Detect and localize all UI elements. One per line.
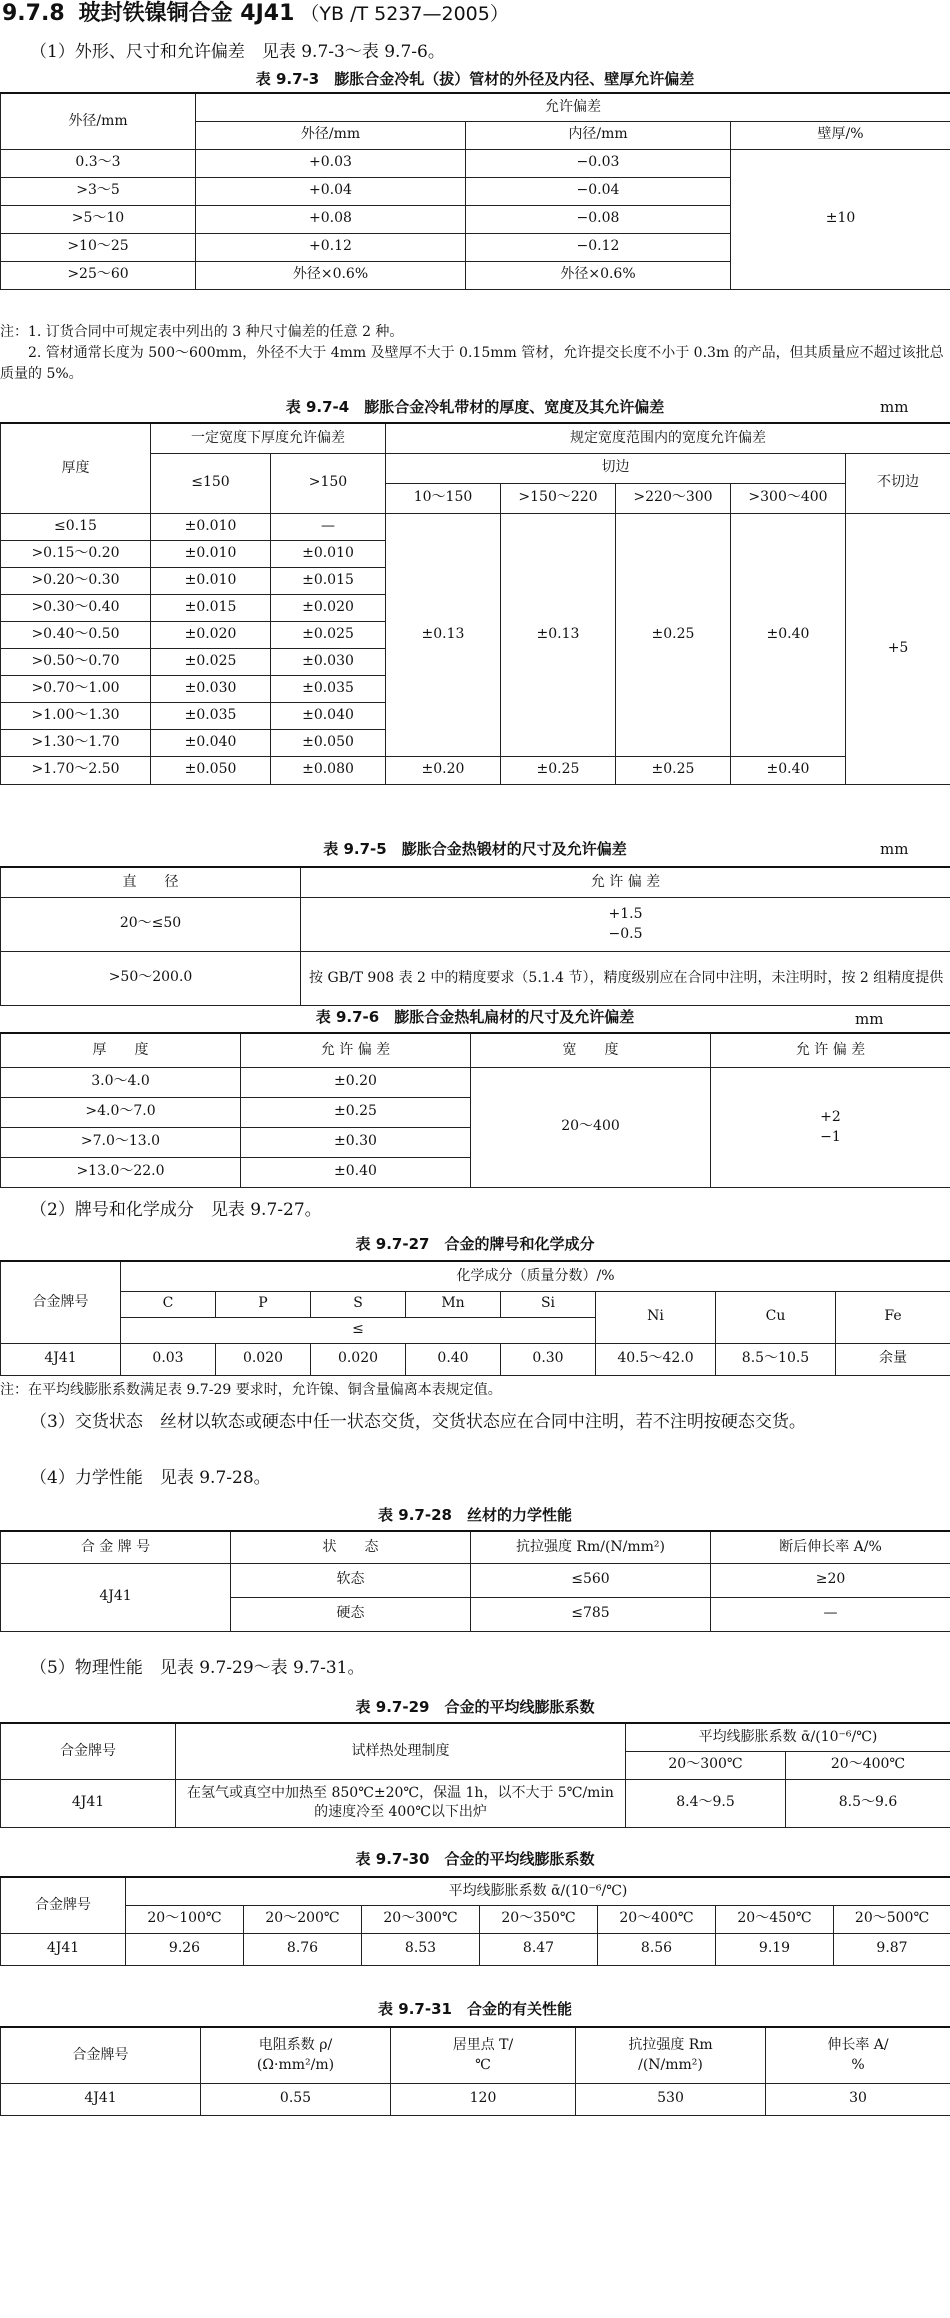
deviation-plus: +2	[820, 1109, 841, 1125]
header-cell: 20～400℃	[598, 1905, 716, 1933]
table-cell: >10～25	[1, 233, 196, 261]
header-cell: 10～150	[386, 483, 501, 513]
table-cell: +0.12	[196, 233, 466, 261]
table-cell: 30	[766, 2083, 950, 2115]
table-cell: 8.47	[480, 1933, 598, 1965]
table-cell: >0.70～1.00	[1, 675, 151, 702]
table-cell: 余量	[836, 1343, 950, 1375]
table-cell: >0.30～0.40	[1, 594, 151, 621]
table-cell: >13.0～22.0	[1, 1157, 241, 1187]
table-cell: 4J41	[1, 1933, 126, 1965]
caption-table-9-7-30: 表 9.7-30 合金的平均线膨胀系数	[355, 1850, 595, 1868]
header-cell: 合金牌号	[1, 1877, 126, 1933]
table-cell: ±0.30	[241, 1127, 471, 1157]
table-9-7-27	[0, 1260, 950, 1376]
header-line: ℃	[475, 2057, 491, 2074]
header-cell: 允 许 偏 差	[241, 1033, 471, 1067]
header-cell: 一定宽度下厚度允许偏差	[151, 423, 386, 453]
header-cell: Fe	[836, 1291, 950, 1343]
header-line: 电阻系数 ρ/	[258, 2037, 333, 2054]
table-cell: 在氢气或真空中加热至 850℃±20℃，保温 1h，以不大于 5℃/min 的速度冷至 400℃以下出炉	[176, 1779, 626, 1827]
unit-label: mm	[880, 840, 909, 858]
header-cell: 直 径	[1, 867, 301, 897]
table-cell-width-deviation	[711, 1067, 950, 1187]
header-cell	[391, 2027, 576, 2083]
table-cell: ±0.25	[241, 1097, 471, 1127]
header-cell: 试样热处理制度	[176, 1723, 626, 1779]
header-cell: 20～100℃	[126, 1905, 244, 1933]
table-cell: >25～60	[1, 261, 196, 289]
table-cell: ±0.025	[151, 648, 271, 675]
table-cell: 9.87	[834, 1933, 950, 1965]
table-9-7-31	[0, 2026, 950, 2116]
table-cell: −0.12	[466, 233, 731, 261]
header-cell: 允 许 偏 差	[711, 1033, 950, 1067]
header-line: /(N/mm²)	[638, 2057, 703, 2074]
header-cell: 合金牌号	[1, 1261, 121, 1343]
table-cell: ±0.25	[616, 756, 731, 784]
header-cell: >220～300	[616, 483, 731, 513]
table-cell: ±0.13	[386, 513, 501, 756]
table-cell: ±0.25	[501, 756, 616, 784]
table-9-7-6	[0, 1032, 950, 1188]
table-cell: ±0.20	[386, 756, 501, 784]
table-cell: 0.020	[311, 1343, 406, 1375]
caption-table-9-7-29: 表 9.7-29 合金的平均线膨胀系数	[355, 1698, 595, 1716]
table-cell: +5	[846, 513, 950, 784]
table-cell: ±0.13	[501, 513, 616, 756]
table-cell: 外径×0.6%	[196, 261, 466, 289]
table-cell: ±0.035	[271, 675, 386, 702]
table-cell: ±0.030	[151, 675, 271, 702]
table-cell-deviation	[301, 897, 950, 951]
table-cell: 4J41	[1, 1779, 176, 1827]
caption-table-9-7-5: 表 9.7-5 膨胀合金热锻材的尺寸及允许偏差	[323, 840, 627, 858]
header-cell: Cu	[716, 1291, 836, 1343]
table-cell: 4J41	[1, 1563, 231, 1631]
header-cell: 20～300℃	[626, 1751, 786, 1779]
header-cell: >150～220	[501, 483, 616, 513]
header-cell: S	[311, 1291, 406, 1317]
table-cell: ±0.40	[731, 513, 846, 756]
table-cell: 按 GB/T 908 表 2 中的精度要求（5.1.4 节），精度级别应在合同中注明，未注明时，按 2 组精度提供	[301, 951, 950, 1005]
table-cell: ±0.40	[241, 1157, 471, 1187]
table-cell: 软态	[231, 1563, 471, 1597]
header-cell: 壁厚/%	[731, 121, 950, 149]
table-cell: 9.26	[126, 1933, 244, 1965]
header-cell: Mn	[406, 1291, 501, 1317]
header-cell: Ni	[596, 1291, 716, 1343]
table-cell: −0.03	[466, 149, 731, 177]
table-9-7-5	[0, 866, 950, 1006]
header-line: 抗拉强度 Rm	[628, 2037, 713, 2054]
table-cell: 40.5～42.0	[596, 1343, 716, 1375]
table-cell-wall: ±10	[731, 149, 950, 289]
table-9-7-27-note: 注：在平均线膨胀系数满足表 9.7-29 要求时，允许镍、铜含量偏离本表规定值。	[0, 1382, 502, 1398]
table-cell: ±0.20	[241, 1067, 471, 1097]
header-cell: 不切边	[846, 453, 950, 513]
table-cell: 4J41	[1, 2083, 201, 2115]
table-cell: 0.55	[201, 2083, 391, 2115]
section-standard: （YB /T 5237—2005）	[300, 3, 509, 25]
table-cell: ±0.050	[151, 756, 271, 784]
table-cell: ≤560	[471, 1563, 711, 1597]
table-cell: 0.020	[216, 1343, 311, 1375]
deviation-plus: +1.5	[608, 906, 643, 922]
table-cell: >1.00～1.30	[1, 702, 151, 729]
table-9-7-29	[0, 1722, 950, 1828]
header-cell: 合 金 牌 号	[1, 1531, 231, 1563]
header-cell: 20～200℃	[244, 1905, 362, 1933]
header-cell: 状 态	[231, 1531, 471, 1563]
table-cell: ≤0.15	[1, 513, 151, 540]
table-cell: 120	[391, 2083, 576, 2115]
table-cell: ±0.040	[271, 702, 386, 729]
paragraph-2: （2）牌号和化学成分 见表 9.7-27。	[30, 1200, 322, 1220]
header-cell: 允许偏差	[196, 93, 950, 121]
header-cell: Si	[501, 1291, 596, 1317]
header-cell: P	[216, 1291, 311, 1317]
table-cell: 0.03	[121, 1343, 216, 1375]
table-cell: ±0.030	[271, 648, 386, 675]
table-cell: >1.70～2.50	[1, 756, 151, 784]
table-cell: ±0.010	[151, 513, 271, 540]
header-cell: 合金牌号	[1, 1723, 176, 1779]
table-cell: ±0.015	[271, 567, 386, 594]
header-cell: 20～300℃	[362, 1905, 480, 1933]
table-cell: +0.04	[196, 177, 466, 205]
header-cell: 20～350℃	[480, 1905, 598, 1933]
table-cell: 0.30	[501, 1343, 596, 1375]
section-title	[2, 0, 509, 30]
table-cell: >7.0～13.0	[1, 1127, 241, 1157]
header-cell: 抗拉强度 Rm/(N/mm²)	[471, 1531, 711, 1563]
table-cell: 8.56	[598, 1933, 716, 1965]
table-cell: 外径×0.6%	[466, 261, 731, 289]
header-line: 居里点 T/	[452, 2037, 514, 2054]
header-cell	[201, 2027, 391, 2083]
table-cell: ±0.010	[151, 540, 271, 567]
table-cell: 20～≤50	[1, 897, 301, 951]
header-cell: 厚度	[1, 423, 151, 513]
unit-label: mm	[855, 1010, 884, 1028]
header-cell: ≤	[121, 1317, 596, 1343]
header-cell: 20～500℃	[834, 1905, 950, 1933]
table-cell: 硬态	[231, 1597, 471, 1631]
header-cell: 宽 度	[471, 1033, 711, 1067]
deviation-minus: −1	[820, 1129, 841, 1145]
table-cell: —	[711, 1597, 950, 1631]
table-cell: 8.5～10.5	[716, 1343, 836, 1375]
table-cell: >50～200.0	[1, 951, 301, 1005]
caption-table-9-7-4: 表 9.7-4 膨胀合金冷轧带材的厚度、宽度及其允许偏差	[285, 398, 665, 416]
table-cell: 20～400	[471, 1067, 711, 1187]
table-cell: ±0.010	[271, 540, 386, 567]
note-line: 2. 管材通常长度为 500～600mm，外径不大于 4mm 及壁厚不大于 0.15mm 管材，允许提交长度不小于 0.3m 的产品，但其质量应不超过该批总质量的 5%。	[0, 345, 944, 382]
table-cell: —	[271, 513, 386, 540]
table-cell: >0.40～0.50	[1, 621, 151, 648]
header-cell: 允 许 偏 差	[301, 867, 950, 897]
header-cell: 20～400℃	[786, 1751, 950, 1779]
caption-table-9-7-3: 表 9.7-3 膨胀合金冷轧（拔）管材的外径及内径、壁厚允许偏差	[255, 70, 695, 88]
header-cell: 平均线膨胀系数 ᾱ/(10⁻⁶/℃)	[126, 1877, 950, 1905]
header-cell: 20～450℃	[716, 1905, 834, 1933]
header-cell: 平均线膨胀系数 ᾱ/(10⁻⁶/℃)	[626, 1723, 950, 1751]
table-cell: ±0.025	[271, 621, 386, 648]
header-cell: 合金牌号	[1, 2027, 201, 2083]
table-cell: ±0.050	[271, 729, 386, 756]
header-cell: 规定宽度范围内的宽度允许偏差	[386, 423, 950, 453]
table-9-7-4	[0, 422, 950, 785]
table-cell: 530	[576, 2083, 766, 2115]
table-9-7-3-notes	[0, 322, 950, 385]
header-cell: 内径/mm	[466, 121, 731, 149]
caption-table-9-7-6: 表 9.7-6 膨胀合金热轧扁材的尺寸及允许偏差	[315, 1008, 635, 1026]
caption-table-9-7-28: 表 9.7-28 丝材的力学性能	[378, 1506, 572, 1524]
header-cell: 化学成分（质量分数）/%	[121, 1261, 950, 1291]
table-cell: −0.04	[466, 177, 731, 205]
header-line: %	[851, 2057, 865, 2074]
header-cell: 切边	[386, 453, 846, 483]
table-cell: >4.0～7.0	[1, 1097, 241, 1127]
header-line: 伸长率 A/	[827, 2037, 889, 2054]
table-cell: ±0.080	[271, 756, 386, 784]
table-cell: ≤785	[471, 1597, 711, 1631]
note-line: 注：1. 订货合同中可规定表中列出的 3 种尺寸偏差的任意 2 种。	[0, 324, 404, 340]
section-heading: 玻封铁镍铜合金 4J41	[78, 1, 295, 26]
header-cell	[576, 2027, 766, 2083]
table-cell: 0.3～3	[1, 149, 196, 177]
deviation-minus: −0.5	[608, 926, 643, 942]
paragraph-5: （5）物理性能 见表 9.7-29～表 9.7-31。	[30, 1658, 365, 1678]
table-cell: ±0.020	[151, 621, 271, 648]
table-cell: 9.19	[716, 1933, 834, 1965]
table-cell: >3～5	[1, 177, 196, 205]
table-cell: >5～10	[1, 205, 196, 233]
header-cell: >300～400	[731, 483, 846, 513]
header-cell: >150	[271, 453, 386, 513]
table-cell: −0.08	[466, 205, 731, 233]
table-cell: ±0.015	[151, 594, 271, 621]
table-9-7-28	[0, 1530, 950, 1632]
table-cell: 8.76	[244, 1933, 362, 1965]
header-cell: ≤150	[151, 453, 271, 513]
table-cell: 0.40	[406, 1343, 501, 1375]
header-cell: C	[121, 1291, 216, 1317]
table-cell: ≥20	[711, 1563, 950, 1597]
table-9-7-30	[0, 1876, 950, 1966]
header-cell: 外径/mm	[196, 121, 466, 149]
table-cell: ±0.035	[151, 702, 271, 729]
paragraph-3: （3）交货状态 丝材以软态或硬态中任一状态交货，交货状态应在合同中注明，若不注明按硬态交货。	[30, 1412, 806, 1432]
caption-table-9-7-31: 表 9.7-31 合金的有关性能	[378, 2000, 572, 2018]
table-9-7-3	[0, 92, 950, 290]
table-cell: ±0.020	[271, 594, 386, 621]
table-cell: 4J41	[1, 1343, 121, 1375]
header-cell: 外径/mm	[1, 93, 196, 149]
section-number: 9.7.8	[2, 1, 65, 26]
header-cell: 厚 度	[1, 1033, 241, 1067]
table-cell: >0.50～0.70	[1, 648, 151, 675]
table-cell: ±0.40	[731, 756, 846, 784]
paragraph-4: （4）力学性能 见表 9.7-28。	[30, 1468, 271, 1488]
table-cell: ±0.040	[151, 729, 271, 756]
table-cell: ±0.010	[151, 567, 271, 594]
table-cell: +0.08	[196, 205, 466, 233]
table-cell: >0.20～0.30	[1, 567, 151, 594]
table-cell: >1.30～1.70	[1, 729, 151, 756]
table-cell: >0.15～0.20	[1, 540, 151, 567]
table-cell: +0.03	[196, 149, 466, 177]
header-line: (Ω·mm²/m)	[256, 2057, 335, 2074]
table-cell: 8.4～9.5	[626, 1779, 786, 1827]
table-cell: 8.5～9.6	[786, 1779, 950, 1827]
table-cell: 3.0～4.0	[1, 1067, 241, 1097]
caption-table-9-7-27: 表 9.7-27 合金的牌号和化学成分	[355, 1235, 595, 1253]
header-cell: 断后伸长率 A/%	[711, 1531, 950, 1563]
header-cell	[766, 2027, 950, 2083]
table-cell: ±0.25	[616, 513, 731, 756]
table-cell: 8.53	[362, 1933, 480, 1965]
paragraph-1: （1）外形、尺寸和允许偏差 见表 9.7-3～表 9.7-6。	[30, 42, 445, 62]
unit-label: mm	[880, 398, 909, 416]
